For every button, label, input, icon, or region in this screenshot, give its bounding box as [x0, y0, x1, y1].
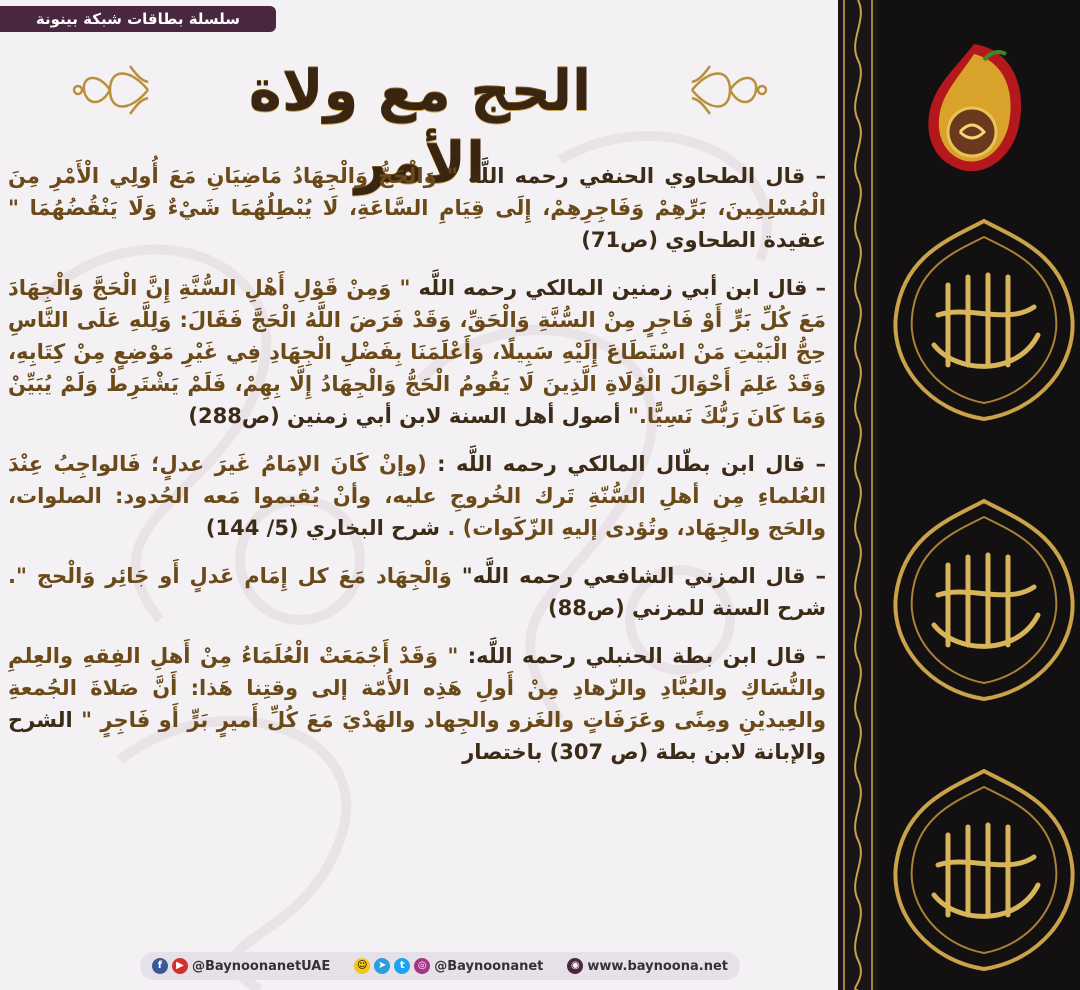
quote-item [8, 560, 826, 624]
snapchat-icon[interactable]: ☺ [354, 958, 370, 974]
instagram-icon[interactable]: ◎ [414, 958, 430, 974]
website-link[interactable]: www.baynoona.net [587, 958, 728, 974]
quote-source: الشرح والإبانة لابن بطة (ص 307) باختصار [8, 708, 826, 764]
social-group-main [354, 958, 543, 974]
handle-link[interactable]: @Baynoonanet [434, 958, 544, 974]
quote-text: " وَالْحَجُّ وَالْجِهَادُ مَاضِيَانِ مَعَ أُولِي الْأَمْرِ مِنَ الْمُسْلِمِينَ، بَرِّهِمْ وَفَاجِرِهِمْ، إِلَى قِيَامِ السَّاعَةِ، لَا يُبْطِلُهُمَا شَيْءٌ وَلَا يَنْقُضُهُمَا " [8, 164, 826, 220]
quote-text: وَالْجِهَاد مَعَ كل إِمَام عَدلٍ أَو جَائِر وَالْحج ". [8, 564, 452, 588]
quote-source: عقيدة الطحاوي (ص71) [581, 228, 826, 252]
quotes-list [8, 160, 826, 950]
gold-border-strip [838, 0, 878, 990]
quote-speaker: – قال ابن بطّال المالكي رحمه اللَّه : [437, 452, 827, 476]
social-group-uae [152, 958, 330, 974]
calligraphy-medallion-3 [888, 765, 1080, 975]
quote-item [8, 448, 826, 544]
facebook-icon[interactable]: f [152, 958, 168, 974]
calligraphy-medallion-2 [888, 495, 1080, 705]
quote-item [8, 640, 826, 768]
baynoona-logo [914, 40, 1034, 180]
youtube-icon[interactable]: ▶ [172, 958, 188, 974]
quote-text: " وَقَدْ أَجْمَعَتْ الْعُلَمَاءُ مِنْ أَهلِ الفِقهِ والعِلمِ والنُّسَاكِ والعُبَّادِ والزّهادِ مِنْ أَولِ هَذِه الأُمّة إلى وقتِنا هَذا: أَنَّ صَلاةَ الجُمعةِ والعِيديْنِ ومِنًى وعَرَفَاتٍ والغَزو والجِهاد والهَدْيَ مَعَ كُلِّ أَميرٍ بَرٍّ أَو فَاجِرٍ " [8, 644, 826, 732]
right-ornament-icon [690, 58, 770, 122]
kiswah-panel [838, 0, 1080, 990]
calligraphy-medallion-1 [888, 215, 1080, 425]
quote-text: (وإنْ كَانَ الإمَامُ غَيرَ عدلٍ؛ فَالواجِبُ عِنْدَ العُلماءِ مِن أهلِ السُّنّةِ تَرك الخُروجِ عليه، وأنْ يُقيموا مَعه الحُدود: الصلوات، والحَج والجِهَاد، وتُؤدى إليهِ الزّكَوات) . [8, 452, 826, 540]
quote-item [8, 160, 826, 256]
quote-speaker: – قال الطحاوي الحنفي رحمه اللَّه [468, 164, 826, 188]
quote-speaker: – قال ابن بطة الحنبلي رحمه اللَّه: [467, 644, 826, 668]
twitter-icon[interactable]: t [394, 958, 410, 974]
website-group [567, 958, 728, 974]
left-ornament-icon [70, 58, 150, 122]
quote-source: أصول أهل السنة لابن أبي زمنين (ص288) [188, 404, 621, 428]
quote-speaker: – قال المزني الشافعي رحمه اللَّه" [461, 564, 827, 588]
page-title: الحج مع ولاة الأمر [248, 59, 592, 196]
series-tag: سلسلة بطاقات شبكة بينونة [0, 6, 276, 32]
website-icon[interactable]: ◉ [567, 958, 583, 974]
quote-text: " وَمِنْ قَوْلِ أَهْلِ السُّنَّةِ إِنَّ الْحَجَّ وَالْجِهَادَ مَعَ كُلِّ بَرٍّ أَوْ فَاجِرٍ مِنْ السُّنَّةِ وَالْحَقِّ، وَقَدْ فَرَضَ اللَّهُ الْحَجَّ فَقَالَ: وَلِلَّهِ عَلَى النَّاسِ حِجُّ الْبَيْتِ مَنْ اسْتَطَاعَ إِلَيْهِ سَبِيلًا، وَأَعْلَمَنَا بِفَضْلِ الْجِهَادِ فِي غَيْرِ مَوْضِعٍ مِنْ كِتَابِهِ، وَقَدْ عَلِمَ أَحْوَالَ الْوُلَاةِ الَّذِينَ لَا يَقُومُ الْحَجُّ وَالْجِهَادُ إِلَّا بِهِمْ، فَلَمْ يَشْتَرِطْ وَلَمْ يُبَيِّنْ وَمَا كَانَ رَبُّكَ نَسِيًّا." [8, 276, 826, 428]
handle-uae-link[interactable]: @BaynoonanetUAE [191, 958, 331, 974]
quote-source: شرح السنة للمزني (ص88) [548, 596, 826, 620]
quote-source: شرح البخاري (5/ 144) [205, 516, 441, 540]
social-footer [140, 952, 740, 980]
telegram-icon[interactable]: ➤ [374, 958, 390, 974]
quote-speaker: – قال ابن أبي زمنين المالكي رحمه اللَّه [418, 276, 826, 300]
quote-item [8, 272, 826, 432]
